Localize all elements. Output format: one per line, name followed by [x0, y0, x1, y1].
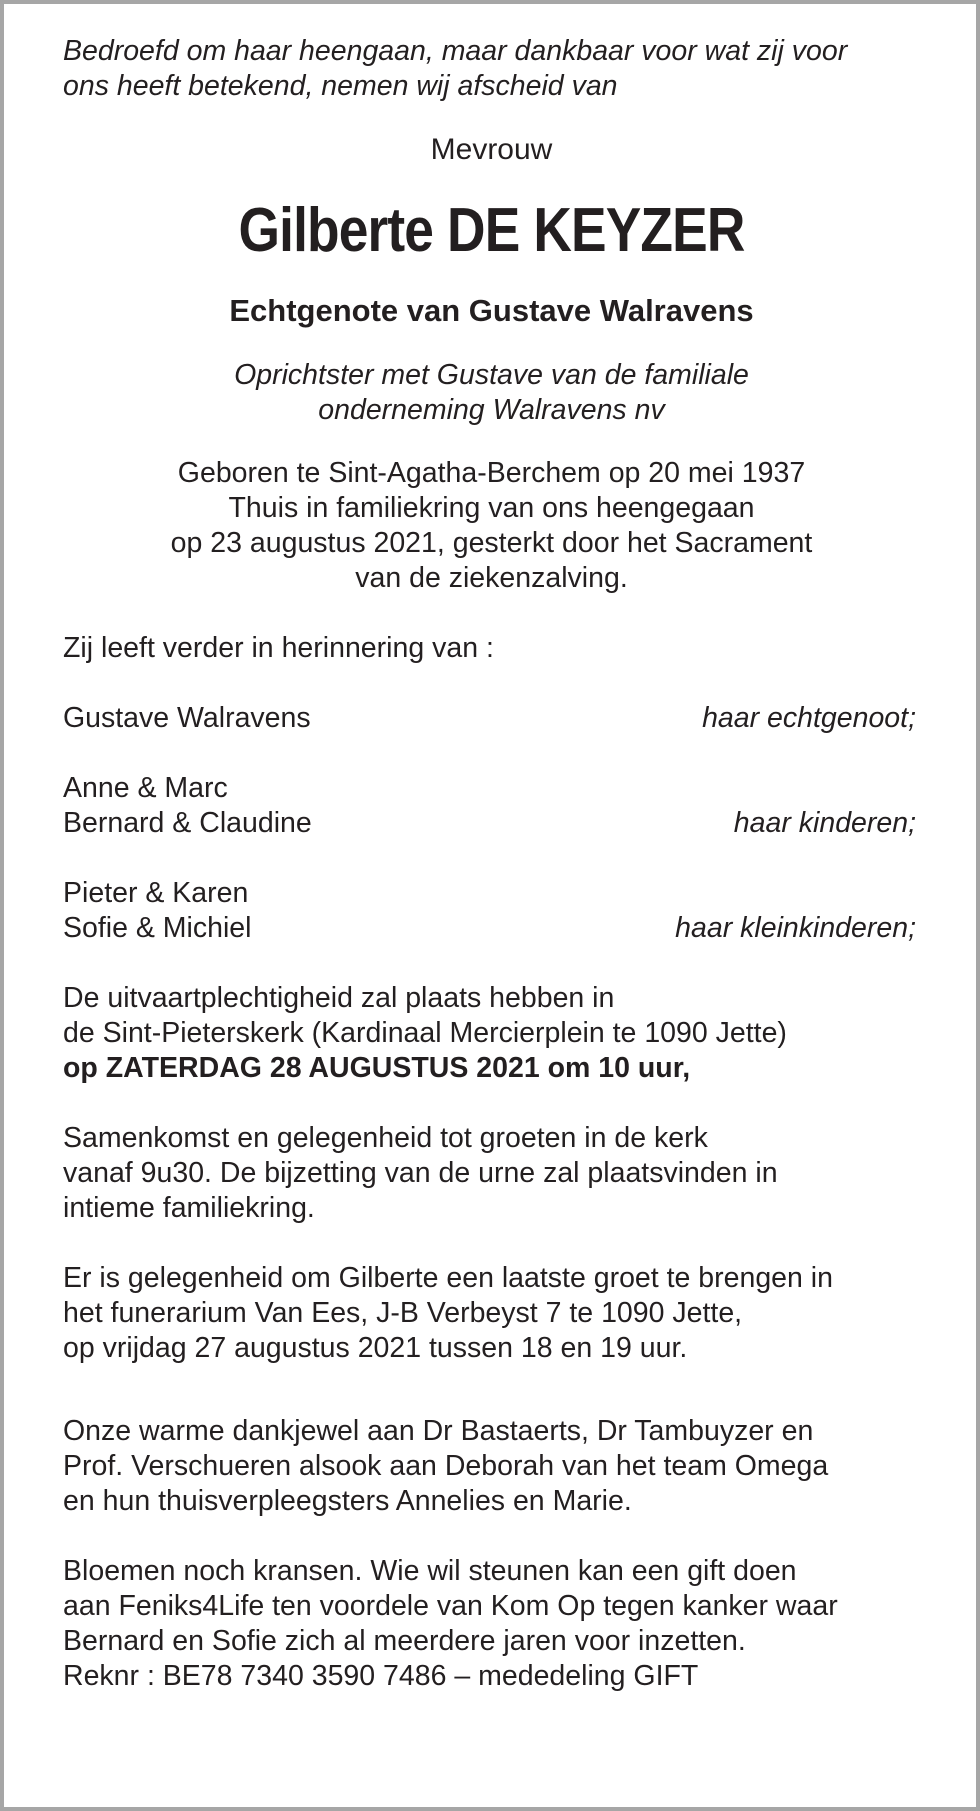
obituary-content: [63, 34, 920, 1694]
relations-list: [63, 701, 920, 946]
funeral-line: de Sint-Pieterskerk (Kardinaal Mercierplein te 1090 Jette): [63, 1017, 787, 1049]
relation-role: haar echtgenoot;: [702, 702, 916, 734]
donation-line: Bernard en Sofie zich al meerdere jaren voor inzetten.: [63, 1625, 746, 1657]
intro-line: Bedroefd om haar heengaan, maar dankbaar voor wat zij voor: [63, 35, 848, 67]
funeral-line: De uitvaartplechtigheid zal plaats hebben in: [63, 982, 615, 1014]
birth-death-line: Thuis in familiekring van ons heengegaan: [228, 492, 755, 524]
relation-grandchildren: [63, 876, 920, 946]
relation-name: Bernard & Claudine: [63, 807, 312, 839]
birth-death-line: van de ziekenzalving.: [355, 562, 628, 594]
viewing-line: op vrijdag 27 augustus 2021 tussen 18 en 19 uur.: [63, 1332, 688, 1364]
relation-names: [63, 876, 252, 946]
relation-children: [63, 771, 920, 841]
funeral-text: [63, 981, 920, 1086]
viewing-line: Er is gelegenheid om Gilberte een laatste groet te brengen in: [63, 1262, 833, 1294]
intro-text: [63, 34, 920, 104]
viewing-text: [63, 1261, 920, 1366]
thanks-line: Prof. Verschueren alsook aan Deborah van het team Omega: [63, 1450, 829, 1482]
gathering-line: Samenkomst en gelegenheid tot groeten in de kerk: [63, 1122, 708, 1154]
birth-death-line: Geboren te Sint-Agatha-Berchem op 20 mei 1937: [177, 457, 806, 489]
founder-line: Oprichtster met Gustave van de familiale: [234, 359, 749, 391]
intro-line: ons heeft betekend, nemen wij afscheid van: [63, 70, 618, 102]
honorific: Mevrouw: [430, 133, 553, 166]
founder-text: [63, 358, 920, 428]
donation-text: [63, 1554, 920, 1694]
thanks-text: [63, 1414, 920, 1519]
deceased-name: Gilberte DE KEYZER: [238, 196, 745, 265]
gathering-text: [63, 1121, 920, 1226]
relation-name: Sofie & Michiel: [63, 912, 252, 944]
funeral-date: op ZATERDAG 28 AUGUSTUS 2021 om 10 uur,: [63, 1052, 691, 1084]
donation-line: aan Feniks4Life ten voordele van Kom Op tegen kanker waar: [63, 1590, 838, 1622]
relation-name: Anne & Marc: [63, 772, 228, 804]
relation-names: [63, 771, 312, 841]
relation-spouse: [63, 701, 920, 736]
gathering-line: intieme familiekring.: [63, 1192, 315, 1224]
relation-role: haar kinderen;: [733, 807, 916, 839]
relation-name: Gustave Walravens: [63, 702, 311, 734]
relation-names: [63, 701, 311, 736]
survived-intro: Zij leeft verder in herinnering van :: [63, 632, 494, 664]
donation-line: Reknr : BE78 7340 3590 7486 – mededeling GIFT: [63, 1660, 699, 1692]
birth-death-line: op 23 augustus 2021, gesterkt door het Sacrament: [170, 527, 813, 559]
relation-name: Pieter & Karen: [63, 877, 249, 909]
thanks-line: en hun thuisverpleegsters Annelies en Marie.: [63, 1485, 632, 1517]
relation-role: haar kleinkinderen;: [675, 912, 916, 944]
donation-line: Bloemen noch kransen. Wie wil steunen kan een gift doen: [63, 1555, 797, 1587]
thanks-line: Onze warme dankjewel aan Dr Bastaerts, Dr Tambuyzer en: [63, 1415, 814, 1447]
viewing-line: het funerarium Van Ees, J-B Verbeyst 7 te 1090 Jette,: [63, 1297, 743, 1329]
founder-line: onderneming Walravens nv: [318, 394, 665, 426]
birth-death-text: [63, 456, 920, 596]
gathering-line: vanaf 9u30. De bijzetting van de urne zal plaatsvinden in: [63, 1157, 778, 1189]
spouse-line: Echtgenote van Gustave Walravens: [229, 293, 754, 328]
